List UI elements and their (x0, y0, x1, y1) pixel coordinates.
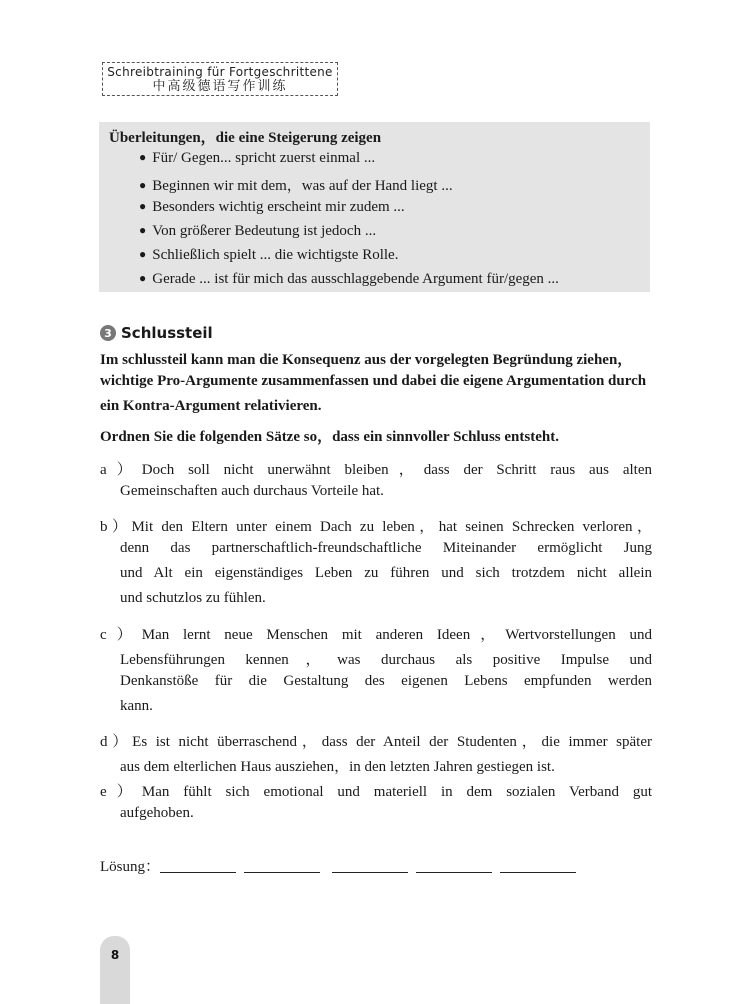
bullet-item: ● Besonders wichtig erscheint mir zudem ... (139, 199, 405, 215)
item-line: aus dem elterlichen Haus ausziehen，in den letzten Jahren gestiegen ist. (120, 759, 555, 775)
box-title: Überleitungen，die eine Steigerung zeigen (109, 130, 382, 146)
item-line: a）Doch soll nicht unerwähnt bleiben，dass der Schritt raus aus alten (100, 462, 652, 478)
item-line: aufgehoben. (120, 805, 194, 821)
page-number-tab (100, 936, 130, 1004)
series-header-box (102, 62, 338, 96)
instruction-line: Ordnen Sie die folgenden Sätze so，dass ein sinnvoller Schluss entsteht. (100, 429, 559, 445)
item-line: e）Man fühlt sich emotional und materiell in dem sozialen Verband gut (100, 784, 652, 800)
answer-blank-3[interactable] (332, 858, 408, 873)
bullet-dot-icon: ● (139, 150, 147, 164)
bullet-item: ● Gerade ... ist für mich das ausschlaggebende Argument für/gegen ... (139, 271, 559, 287)
item-line: denn das partnerschaftlich-freundschaftliche Miteinander ermöglicht Jung (120, 540, 652, 556)
answer-blank-5[interactable] (500, 858, 576, 873)
bullet-dot-icon: ● (139, 271, 147, 285)
answer-blank-1[interactable] (160, 858, 236, 873)
bullet-dot-icon: ● (139, 247, 147, 261)
transition-phrases-box (99, 122, 650, 292)
item-line: c）Man lernt neue Menschen mit anderen Ideen，Wertvorstellungen und (100, 627, 652, 643)
item-line: kann. (120, 698, 153, 714)
solution-label: Lösung： (100, 859, 161, 875)
bullet-item: ● Beginnen wir mit dem，was auf der Hand liegt ... (139, 178, 453, 194)
bullet-dot-icon: ● (139, 199, 147, 213)
instruction-line: wichtige Pro-Argumente zusammenfassen und dabei die eigene Argumentation durch (100, 373, 647, 389)
bullet-item: ● Schließlich spielt ... die wichtigste Rolle. (139, 247, 399, 263)
section-heading (100, 324, 213, 342)
solution-row (100, 855, 584, 876)
item-line: Gemeinschaften auch durchaus Vorteile hat. (120, 483, 384, 499)
instruction-line: ein Kontra-Argument relativieren. (100, 398, 322, 414)
item-line: Lebensführungen kennen，was durchaus als positive Impulse und (120, 652, 652, 668)
section-number-badge: 3 (100, 325, 116, 341)
bullet-dot-icon: ● (139, 223, 147, 237)
item-line: b）Mit den Eltern unter einem Dach zu leben，hat seinen Schrecken verloren， (100, 519, 652, 535)
series-title-german: Schreibtraining für Fortgeschrittene (107, 65, 333, 79)
section-title: Schlussteil (121, 324, 213, 342)
item-line: und schutzlos zu fühlen. (120, 590, 266, 606)
page-number: 8 (110, 948, 120, 962)
instruction-line: Im schlussteil kann man die Konsequenz aus der vorgelegten Begründung ziehen， (100, 352, 633, 368)
item-line: d）Es ist nicht überraschend，dass der Anteil der Studenten，die immer später (100, 734, 652, 750)
answer-blank-2[interactable] (244, 858, 320, 873)
answer-blank-4[interactable] (416, 858, 492, 873)
bullet-item: ● Für/ Gegen... spricht zuerst einmal ... (139, 150, 376, 166)
item-line: und Alt ein eigenständiges Leben zu führen und sich trotzdem nicht allein (120, 565, 652, 581)
item-line: Denkanstöße für die Gestaltung des eigenen Lebens empfunden werden (120, 673, 652, 689)
bullet-item: ● Von größerer Bedeutung ist jedoch ... (139, 223, 377, 239)
bullet-dot-icon: ● (139, 178, 147, 192)
series-title-chinese: 中高级德语写作训练 (152, 79, 288, 94)
